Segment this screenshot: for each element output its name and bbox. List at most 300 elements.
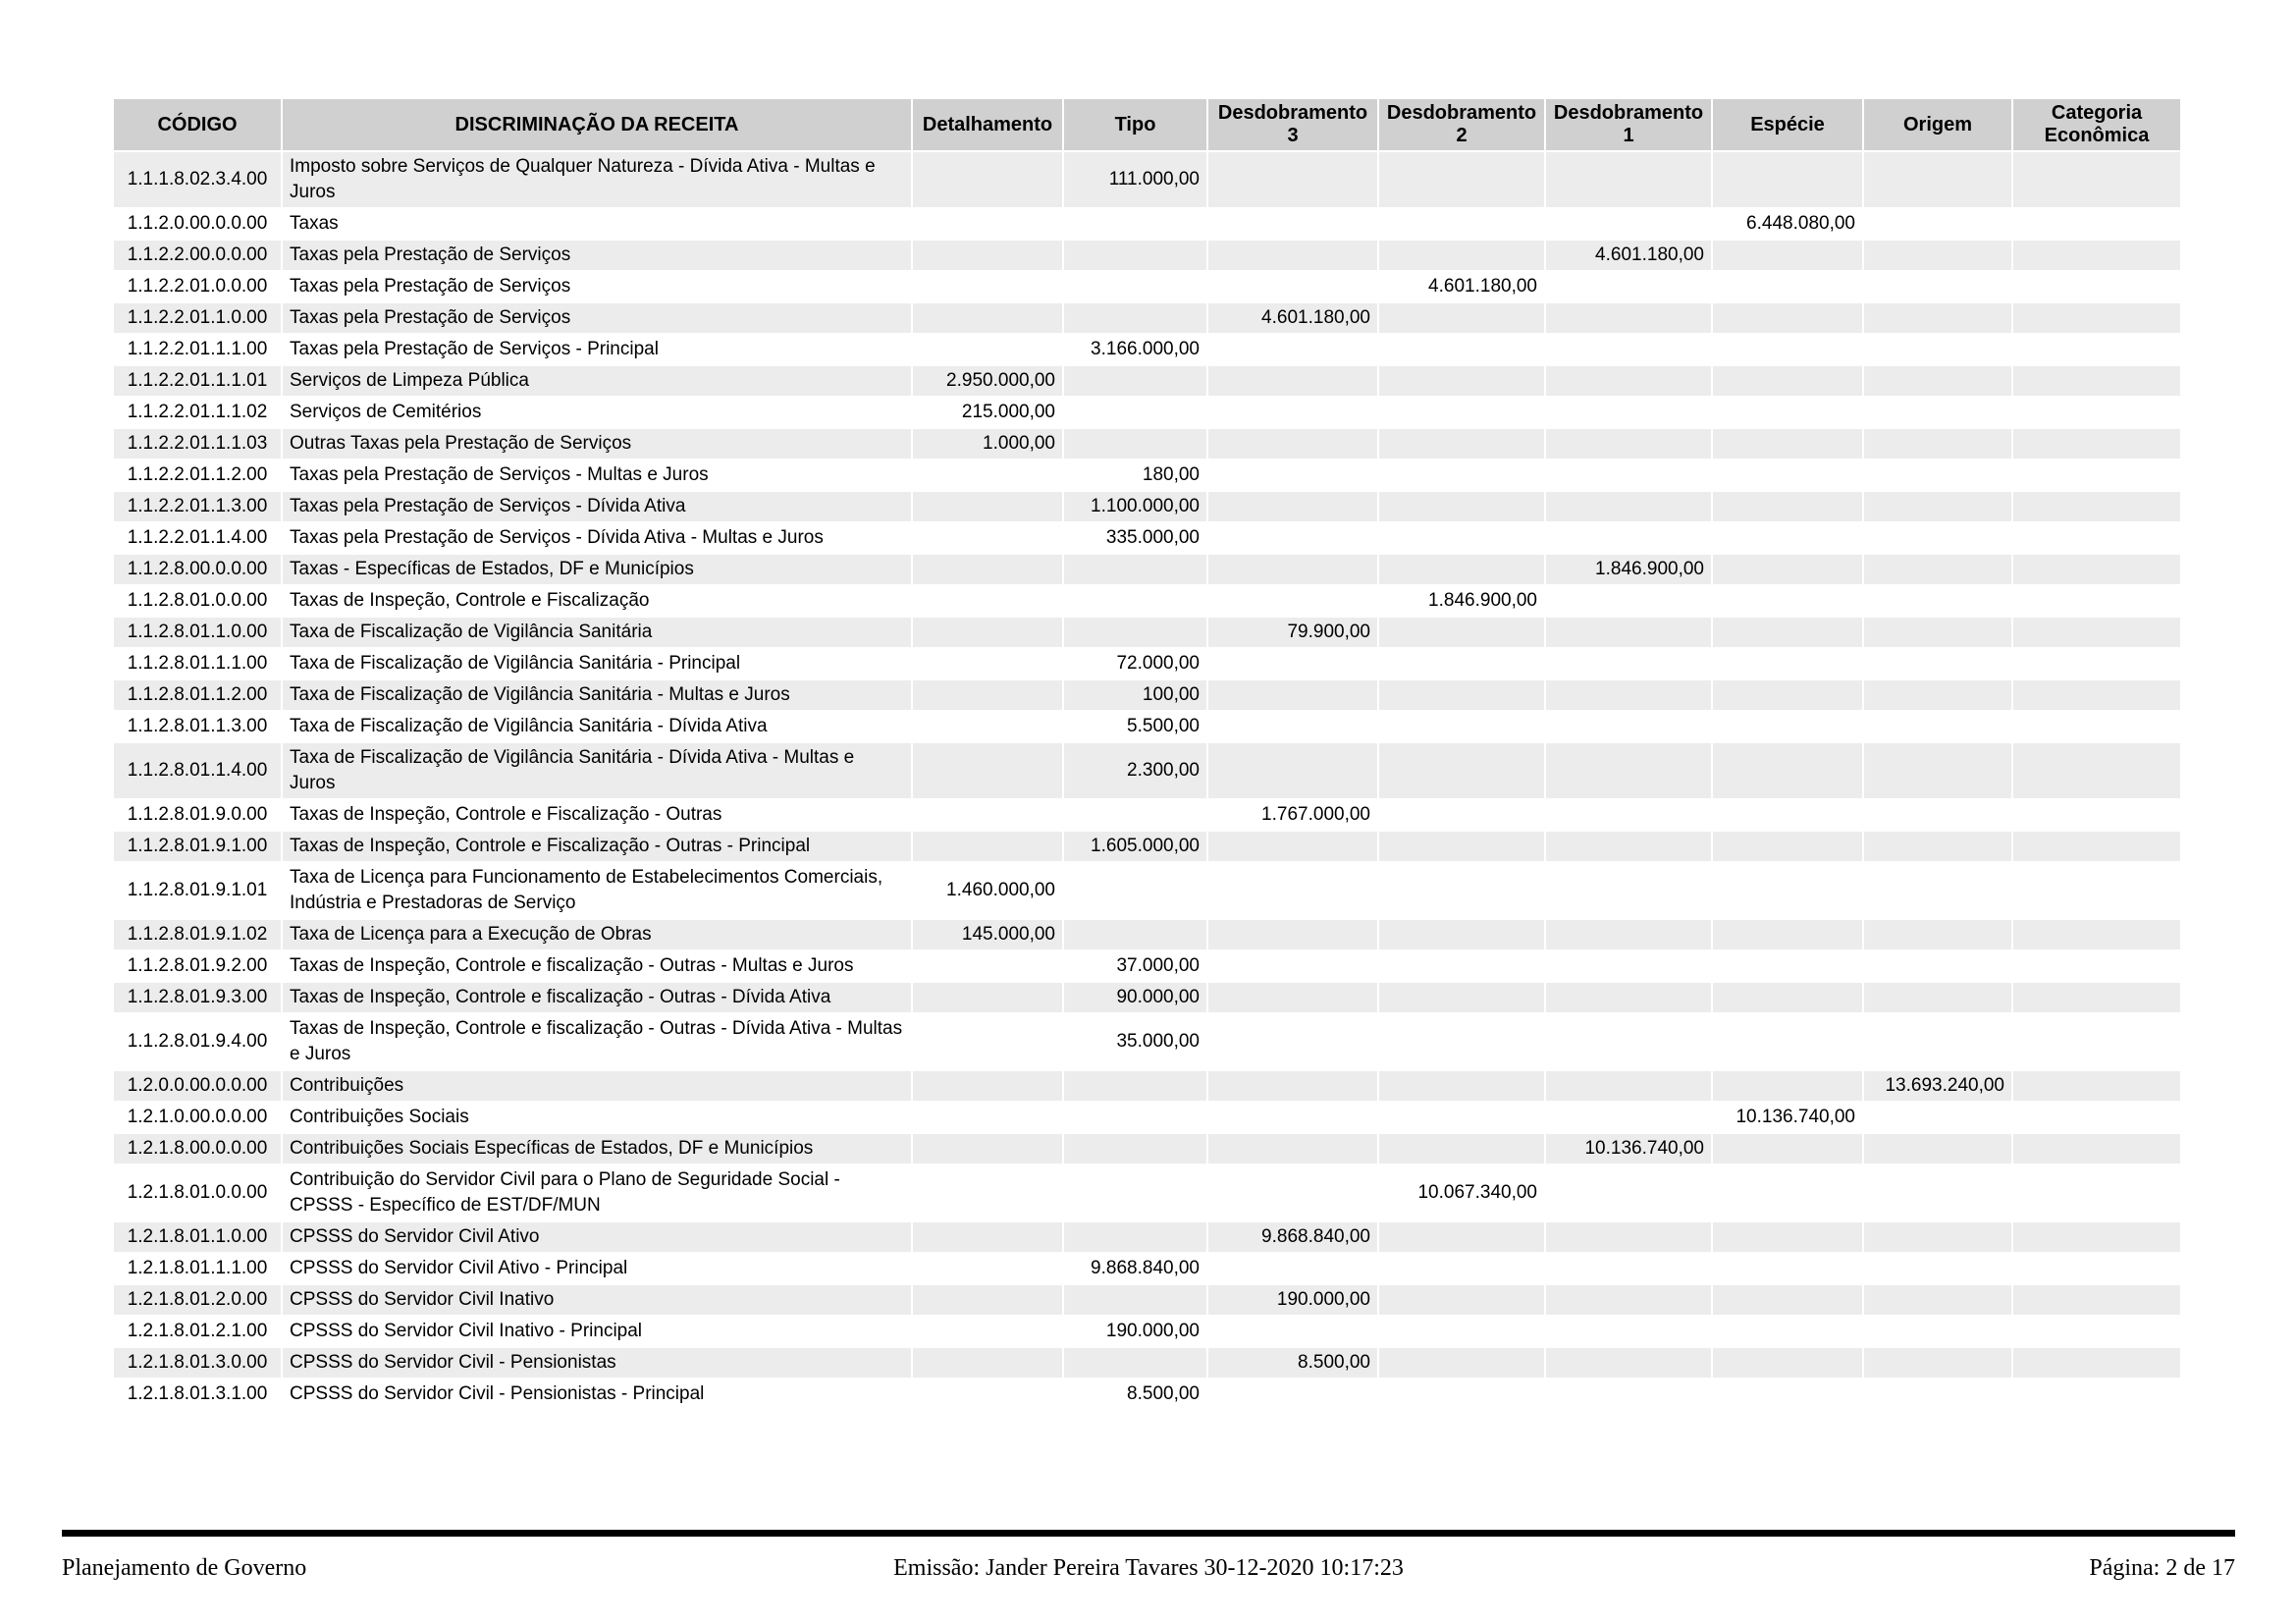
- cell-desdobramento2: [1379, 1285, 1544, 1315]
- cell-codigo: 1.1.2.2.01.1.2.00: [114, 460, 281, 490]
- cell-origem: [1864, 1134, 2011, 1164]
- cell-codigo: 1.1.2.8.01.9.0.00: [114, 800, 281, 830]
- cell-discriminacao: Taxa de Fiscalização de Vigilância Sanitária - Multas e Juros: [283, 680, 911, 710]
- cell-desdobramento3: [1208, 272, 1377, 301]
- cell-tipo: [1064, 209, 1206, 239]
- cell-especie: 6.448.080,00: [1713, 209, 1862, 239]
- cell-especie: [1713, 1254, 1862, 1283]
- cell-detalhamento: [913, 680, 1062, 710]
- cell-detalhamento: [913, 303, 1062, 333]
- cell-detalhamento: [913, 1222, 1062, 1252]
- table-row: [114, 920, 2180, 949]
- cell-desdobramento1: [1546, 800, 1711, 830]
- cell-discriminacao: Imposto sobre Serviços de Qualquer Natureza - Dívida Ativa - Multas e Juros: [283, 152, 911, 207]
- cell-desdobramento2: [1379, 1071, 1544, 1101]
- table-row: [114, 586, 2180, 616]
- table-row: [114, 618, 2180, 647]
- cell-codigo: 1.1.1.8.02.3.4.00: [114, 152, 281, 207]
- cell-tipo: 180,00: [1064, 460, 1206, 490]
- cell-desdobramento1: [1546, 366, 1711, 396]
- cell-desdobramento2: [1379, 152, 1544, 207]
- cell-codigo: 1.1.2.2.01.1.1.03: [114, 429, 281, 459]
- cell-desdobramento2: [1379, 1348, 1544, 1378]
- cell-categoria_economica: [2013, 863, 2180, 918]
- col-header-desdobramento3: Desdobramento 3: [1208, 99, 1377, 150]
- cell-categoria_economica: [2013, 649, 2180, 678]
- cell-especie: [1713, 1165, 1862, 1220]
- footer-emission-info: Emissão: Jander Pereira Tavares 30-12-2020 10:17:23: [893, 1555, 1404, 1581]
- cell-codigo: 1.2.1.8.01.2.1.00: [114, 1317, 281, 1346]
- cell-detalhamento: [913, 555, 1062, 584]
- table-row: [114, 1380, 2180, 1409]
- cell-tipo: [1064, 303, 1206, 333]
- table-row: [114, 555, 2180, 584]
- cell-tipo: 8.500,00: [1064, 1380, 1206, 1409]
- cell-categoria_economica: [2013, 586, 2180, 616]
- cell-categoria_economica: [2013, 1254, 2180, 1283]
- col-header-codigo: CÓDIGO: [114, 99, 281, 150]
- cell-origem: [1864, 618, 2011, 647]
- cell-detalhamento: [913, 800, 1062, 830]
- cell-desdobramento1: [1546, 460, 1711, 490]
- cell-desdobramento2: [1379, 618, 1544, 647]
- cell-especie: [1713, 492, 1862, 521]
- cell-especie: [1713, 272, 1862, 301]
- cell-especie: [1713, 523, 1862, 553]
- cell-discriminacao: Taxas pela Prestação de Serviços - Principal: [283, 335, 911, 364]
- cell-discriminacao: Contribuições Sociais Específicas de Estados, DF e Municípios: [283, 1134, 911, 1164]
- cell-codigo: 1.2.1.8.01.3.0.00: [114, 1348, 281, 1378]
- cell-discriminacao: Taxas de Inspeção, Controle e Fiscalização - Outras - Principal: [283, 832, 911, 861]
- cell-categoria_economica: [2013, 618, 2180, 647]
- cell-categoria_economica: [2013, 920, 2180, 949]
- cell-especie: [1713, 398, 1862, 427]
- table-row: [114, 303, 2180, 333]
- cell-desdobramento3: [1208, 1165, 1377, 1220]
- cell-desdobramento1: [1546, 492, 1711, 521]
- cell-origem: [1864, 523, 2011, 553]
- table-row: [114, 272, 2180, 301]
- cell-desdobramento3: [1208, 863, 1377, 918]
- cell-origem: [1864, 800, 2011, 830]
- cell-discriminacao: Serviços de Cemitérios: [283, 398, 911, 427]
- cell-discriminacao: Taxa de Fiscalização de Vigilância Sanitária - Dívida Ativa - Multas e Juros: [283, 743, 911, 798]
- cell-categoria_economica: [2013, 152, 2180, 207]
- cell-desdobramento3: [1208, 951, 1377, 981]
- table-row: [114, 209, 2180, 239]
- cell-origem: [1864, 1317, 2011, 1346]
- table-row: [114, 241, 2180, 270]
- cell-codigo: 1.1.2.8.01.1.0.00: [114, 618, 281, 647]
- cell-desdobramento3: 190.000,00: [1208, 1285, 1377, 1315]
- cell-codigo: 1.1.2.2.01.1.1.01: [114, 366, 281, 396]
- table-row: [114, 335, 2180, 364]
- cell-desdobramento2: [1379, 209, 1544, 239]
- table-row: [114, 951, 2180, 981]
- cell-discriminacao: CPSSS do Servidor Civil Ativo - Principal: [283, 1254, 911, 1283]
- cell-detalhamento: [913, 1071, 1062, 1101]
- cell-codigo: 1.1.2.2.01.0.0.00: [114, 272, 281, 301]
- cell-especie: [1713, 743, 1862, 798]
- table-row: [114, 1254, 2180, 1283]
- cell-origem: [1864, 1222, 2011, 1252]
- cell-detalhamento: [913, 951, 1062, 981]
- cell-codigo: 1.2.1.8.01.0.0.00: [114, 1165, 281, 1220]
- cell-discriminacao: Taxas de Inspeção, Controle e fiscalização - Outras - Dívida Ativa: [283, 983, 911, 1012]
- cell-desdobramento2: [1379, 680, 1544, 710]
- cell-tipo: [1064, 1165, 1206, 1220]
- cell-discriminacao: Taxas de Inspeção, Controle e fiscalização - Outras - Multas e Juros: [283, 951, 911, 981]
- cell-especie: [1713, 1380, 1862, 1409]
- cell-desdobramento3: [1208, 1317, 1377, 1346]
- cell-desdobramento1: 10.136.740,00: [1546, 1134, 1711, 1164]
- cell-origem: [1864, 303, 2011, 333]
- cell-codigo: 1.1.2.8.01.9.2.00: [114, 951, 281, 981]
- cell-tipo: 90.000,00: [1064, 983, 1206, 1012]
- cell-discriminacao: Taxas: [283, 209, 911, 239]
- cell-codigo: 1.2.1.0.00.0.0.00: [114, 1103, 281, 1132]
- table-row: [114, 492, 2180, 521]
- cell-discriminacao: CPSSS do Servidor Civil Inativo: [283, 1285, 911, 1315]
- cell-origem: [1864, 1348, 2011, 1378]
- cell-tipo: 190.000,00: [1064, 1317, 1206, 1346]
- cell-origem: [1864, 586, 2011, 616]
- cell-tipo: [1064, 398, 1206, 427]
- table-row: [114, 983, 2180, 1012]
- cell-codigo: 1.2.1.8.00.0.0.00: [114, 1134, 281, 1164]
- cell-codigo: 1.1.2.8.01.9.4.00: [114, 1014, 281, 1069]
- cell-categoria_economica: [2013, 523, 2180, 553]
- cell-especie: [1713, 800, 1862, 830]
- cell-categoria_economica: [2013, 983, 2180, 1012]
- cell-especie: [1713, 649, 1862, 678]
- cell-detalhamento: [913, 1285, 1062, 1315]
- cell-categoria_economica: [2013, 743, 2180, 798]
- cell-tipo: [1064, 272, 1206, 301]
- cell-origem: [1864, 1014, 2011, 1069]
- cell-origem: [1864, 335, 2011, 364]
- cell-desdobramento3: [1208, 398, 1377, 427]
- cell-categoria_economica: [2013, 1222, 2180, 1252]
- cell-origem: [1864, 1285, 2011, 1315]
- cell-codigo: 1.1.2.2.01.1.4.00: [114, 523, 281, 553]
- cell-tipo: 1.100.000,00: [1064, 492, 1206, 521]
- cell-desdobramento3: [1208, 1134, 1377, 1164]
- table-row: [114, 152, 2180, 207]
- col-header-especie: Espécie: [1713, 99, 1862, 150]
- cell-desdobramento2: [1379, 303, 1544, 333]
- col-header-origem: Origem: [1864, 99, 2011, 150]
- cell-categoria_economica: [2013, 555, 2180, 584]
- cell-desdobramento3: 8.500,00: [1208, 1348, 1377, 1378]
- table-row: [114, 800, 2180, 830]
- cell-desdobramento1: [1546, 335, 1711, 364]
- cell-codigo: 1.1.2.8.01.1.1.00: [114, 649, 281, 678]
- cell-desdobramento1: [1546, 1103, 1711, 1132]
- cell-especie: [1713, 555, 1862, 584]
- cell-detalhamento: [913, 241, 1062, 270]
- cell-discriminacao: CPSSS do Servidor Civil Ativo: [283, 1222, 911, 1252]
- cell-tipo: [1064, 1071, 1206, 1101]
- revenue-table: [112, 97, 2182, 1411]
- cell-categoria_economica: [2013, 429, 2180, 459]
- cell-desdobramento3: [1208, 649, 1377, 678]
- cell-tipo: 2.300,00: [1064, 743, 1206, 798]
- cell-especie: 10.136.740,00: [1713, 1103, 1862, 1132]
- cell-desdobramento3: [1208, 680, 1377, 710]
- cell-especie: [1713, 618, 1862, 647]
- cell-desdobramento3: [1208, 743, 1377, 798]
- cell-tipo: [1064, 1348, 1206, 1378]
- footer-page-number: Página: 2 de 17: [2089, 1555, 2235, 1581]
- cell-categoria_economica: [2013, 1165, 2180, 1220]
- cell-desdobramento2: [1379, 1222, 1544, 1252]
- cell-especie: [1713, 152, 1862, 207]
- cell-desdobramento3: [1208, 920, 1377, 949]
- cell-detalhamento: [913, 983, 1062, 1012]
- cell-tipo: [1064, 366, 1206, 396]
- table-row: [114, 1103, 2180, 1132]
- cell-origem: [1864, 743, 2011, 798]
- cell-desdobramento1: [1546, 523, 1711, 553]
- cell-desdobramento1: [1546, 1014, 1711, 1069]
- cell-tipo: [1064, 618, 1206, 647]
- cell-tipo: 37.000,00: [1064, 951, 1206, 981]
- cell-codigo: 1.1.2.8.01.1.4.00: [114, 743, 281, 798]
- cell-desdobramento3: [1208, 523, 1377, 553]
- cell-desdobramento1: [1546, 303, 1711, 333]
- col-header-tipo: Tipo: [1064, 99, 1206, 150]
- cell-especie: [1713, 241, 1862, 270]
- cell-especie: [1713, 1134, 1862, 1164]
- table-header: [114, 99, 2180, 150]
- cell-origem: [1864, 272, 2011, 301]
- cell-discriminacao: Taxas de Inspeção, Controle e Fiscalização - Outras: [283, 800, 911, 830]
- cell-tipo: [1064, 429, 1206, 459]
- cell-tipo: 5.500,00: [1064, 712, 1206, 741]
- cell-discriminacao: Contribuição do Servidor Civil para o Plano de Seguridade Social - CPSSS - Específico de EST/DF/MUN: [283, 1165, 911, 1220]
- table-row: [114, 712, 2180, 741]
- table-row: [114, 743, 2180, 798]
- cell-desdobramento1: [1546, 272, 1711, 301]
- cell-desdobramento2: [1379, 1254, 1544, 1283]
- table-row: [114, 1285, 2180, 1315]
- table-row: [114, 429, 2180, 459]
- cell-desdobramento1: [1546, 398, 1711, 427]
- cell-categoria_economica: [2013, 303, 2180, 333]
- cell-codigo: 1.1.2.2.01.1.0.00: [114, 303, 281, 333]
- cell-origem: [1864, 429, 2011, 459]
- cell-detalhamento: [913, 1254, 1062, 1283]
- cell-codigo: 1.1.2.8.00.0.0.00: [114, 555, 281, 584]
- cell-desdobramento1: 1.846.900,00: [1546, 555, 1711, 584]
- cell-codigo: 1.1.2.0.00.0.0.00: [114, 209, 281, 239]
- cell-desdobramento3: [1208, 1254, 1377, 1283]
- cell-tipo: [1064, 1134, 1206, 1164]
- cell-tipo: [1064, 1285, 1206, 1315]
- cell-categoria_economica: [2013, 800, 2180, 830]
- cell-desdobramento3: [1208, 555, 1377, 584]
- cell-detalhamento: 1.000,00: [913, 429, 1062, 459]
- cell-desdobramento1: [1546, 920, 1711, 949]
- cell-codigo: 1.2.1.8.01.1.0.00: [114, 1222, 281, 1252]
- cell-categoria_economica: [2013, 241, 2180, 270]
- cell-discriminacao: Taxa de Fiscalização de Vigilância Sanitária: [283, 618, 911, 647]
- cell-desdobramento2: [1379, 335, 1544, 364]
- cell-origem: [1864, 983, 2011, 1012]
- col-header-discriminacao: DISCRIMINAÇÃO DA RECEITA: [283, 99, 911, 150]
- cell-categoria_economica: [2013, 460, 2180, 490]
- cell-origem: [1864, 241, 2011, 270]
- cell-desdobramento2: [1379, 1317, 1544, 1346]
- col-header-categoria_economica: Categoria Econômica: [2013, 99, 2180, 150]
- cell-origem: [1864, 366, 2011, 396]
- cell-discriminacao: Contribuições: [283, 1071, 911, 1101]
- cell-detalhamento: [913, 832, 1062, 861]
- cell-categoria_economica: [2013, 1071, 2180, 1101]
- cell-desdobramento3: [1208, 1071, 1377, 1101]
- table-row: [114, 832, 2180, 861]
- cell-detalhamento: [913, 272, 1062, 301]
- cell-desdobramento3: [1208, 429, 1377, 459]
- cell-detalhamento: [913, 492, 1062, 521]
- cell-codigo: 1.1.2.8.01.9.1.01: [114, 863, 281, 918]
- cell-categoria_economica: [2013, 1285, 2180, 1315]
- cell-especie: [1713, 1222, 1862, 1252]
- cell-tipo: 3.166.000,00: [1064, 335, 1206, 364]
- cell-discriminacao: Taxas pela Prestação de Serviços: [283, 241, 911, 270]
- cell-desdobramento1: [1546, 586, 1711, 616]
- cell-especie: [1713, 1285, 1862, 1315]
- cell-desdobramento1: [1546, 832, 1711, 861]
- cell-codigo: 1.1.2.2.01.1.3.00: [114, 492, 281, 521]
- cell-discriminacao: Taxa de Licença para a Execução de Obras: [283, 920, 911, 949]
- cell-detalhamento: [913, 1348, 1062, 1378]
- cell-detalhamento: [913, 1103, 1062, 1132]
- cell-origem: [1864, 555, 2011, 584]
- cell-tipo: 100,00: [1064, 680, 1206, 710]
- cell-codigo: 1.1.2.2.00.0.0.00: [114, 241, 281, 270]
- cell-origem: 13.693.240,00: [1864, 1071, 2011, 1101]
- cell-categoria_economica: [2013, 680, 2180, 710]
- cell-categoria_economica: [2013, 209, 2180, 239]
- cell-desdobramento3: [1208, 1380, 1377, 1409]
- cell-desdobramento1: [1546, 1071, 1711, 1101]
- cell-codigo: 1.1.2.8.01.9.3.00: [114, 983, 281, 1012]
- cell-desdobramento3: [1208, 832, 1377, 861]
- cell-codigo: 1.2.0.0.00.0.0.00: [114, 1071, 281, 1101]
- cell-codigo: 1.1.2.2.01.1.1.02: [114, 398, 281, 427]
- cell-origem: [1864, 492, 2011, 521]
- cell-origem: [1864, 1165, 2011, 1220]
- table-body: [114, 152, 2180, 1409]
- cell-desdobramento3: [1208, 241, 1377, 270]
- cell-desdobramento1: 4.601.180,00: [1546, 241, 1711, 270]
- cell-desdobramento1: [1546, 1165, 1711, 1220]
- cell-origem: [1864, 649, 2011, 678]
- cell-discriminacao: Taxas de Inspeção, Controle e Fiscalização: [283, 586, 911, 616]
- cell-origem: [1864, 1103, 2011, 1132]
- cell-desdobramento3: [1208, 152, 1377, 207]
- cell-especie: [1713, 303, 1862, 333]
- cell-tipo: [1064, 863, 1206, 918]
- cell-origem: [1864, 863, 2011, 918]
- table-row: [114, 1071, 2180, 1101]
- table-row: [114, 366, 2180, 396]
- col-header-detalhamento: Detalhamento: [913, 99, 1062, 150]
- cell-categoria_economica: [2013, 1317, 2180, 1346]
- cell-desdobramento3: [1208, 1014, 1377, 1069]
- cell-origem: [1864, 680, 2011, 710]
- cell-desdobramento2: [1379, 951, 1544, 981]
- cell-detalhamento: [913, 335, 1062, 364]
- cell-codigo: 1.1.2.8.01.0.0.00: [114, 586, 281, 616]
- cell-categoria_economica: [2013, 951, 2180, 981]
- table-row: [114, 523, 2180, 553]
- cell-categoria_economica: [2013, 366, 2180, 396]
- cell-codigo: 1.2.1.8.01.3.1.00: [114, 1380, 281, 1409]
- cell-desdobramento1: [1546, 1348, 1711, 1378]
- cell-desdobramento1: [1546, 983, 1711, 1012]
- cell-codigo: 1.1.2.8.01.1.3.00: [114, 712, 281, 741]
- cell-desdobramento2: [1379, 429, 1544, 459]
- cell-categoria_economica: [2013, 335, 2180, 364]
- cell-discriminacao: CPSSS do Servidor Civil - Pensionistas - Principal: [283, 1380, 911, 1409]
- cell-desdobramento3: [1208, 492, 1377, 521]
- cell-detalhamento: [913, 152, 1062, 207]
- cell-discriminacao: Taxa de Fiscalização de Vigilância Sanitária - Principal: [283, 649, 911, 678]
- cell-especie: [1713, 951, 1862, 981]
- cell-codigo: 1.1.2.8.01.9.1.00: [114, 832, 281, 861]
- table-row: [114, 1222, 2180, 1252]
- cell-detalhamento: [913, 618, 1062, 647]
- cell-discriminacao: Taxas pela Prestação de Serviços - Multas e Juros: [283, 460, 911, 490]
- table-row: [114, 398, 2180, 427]
- cell-origem: [1864, 460, 2011, 490]
- cell-origem: [1864, 920, 2011, 949]
- cell-tipo: 111.000,00: [1064, 152, 1206, 207]
- cell-desdobramento2: [1379, 492, 1544, 521]
- cell-especie: [1713, 1071, 1862, 1101]
- cell-desdobramento1: [1546, 1254, 1711, 1283]
- cell-discriminacao: Taxas pela Prestação de Serviços - Dívida Ativa - Multas e Juros: [283, 523, 911, 553]
- cell-discriminacao: Taxas de Inspeção, Controle e fiscalização - Outras - Dívida Ativa - Multas e Juros: [283, 1014, 911, 1069]
- cell-desdobramento2: [1379, 983, 1544, 1012]
- cell-desdobramento2: [1379, 743, 1544, 798]
- cell-origem: [1864, 209, 2011, 239]
- cell-desdobramento1: [1546, 863, 1711, 918]
- cell-especie: [1713, 586, 1862, 616]
- cell-detalhamento: [913, 1317, 1062, 1346]
- cell-desdobramento2: [1379, 649, 1544, 678]
- cell-detalhamento: [913, 586, 1062, 616]
- cell-discriminacao: CPSSS do Servidor Civil - Pensionistas: [283, 1348, 911, 1378]
- cell-detalhamento: [913, 1014, 1062, 1069]
- cell-tipo: 9.868.840,00: [1064, 1254, 1206, 1283]
- cell-categoria_economica: [2013, 712, 2180, 741]
- cell-desdobramento2: [1379, 523, 1544, 553]
- cell-desdobramento1: [1546, 152, 1711, 207]
- cell-desdobramento2: 10.067.340,00: [1379, 1165, 1544, 1220]
- cell-detalhamento: 215.000,00: [913, 398, 1062, 427]
- cell-tipo: 72.000,00: [1064, 649, 1206, 678]
- cell-desdobramento1: [1546, 712, 1711, 741]
- table-row: [114, 863, 2180, 918]
- table-row: [114, 1014, 2180, 1069]
- cell-desdobramento1: [1546, 429, 1711, 459]
- cell-desdobramento1: [1546, 1222, 1711, 1252]
- cell-origem: [1864, 712, 2011, 741]
